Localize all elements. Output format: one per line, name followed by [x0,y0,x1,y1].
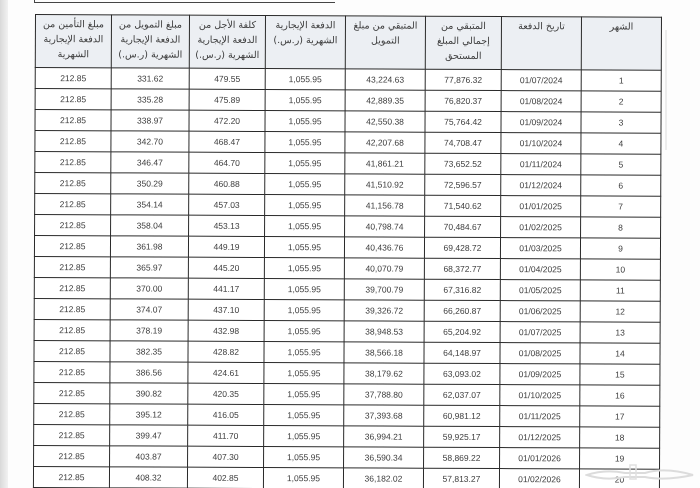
cell-remaining-total: 71,540.62 [425,195,501,216]
cell-deferred-cost: 437.10 [188,299,264,320]
cell-payment-date: 01/05/2025 [500,280,580,301]
cell-monthly-rent: 1,055.95 [265,153,345,174]
cell-month: 4 [581,133,661,154]
header-remaining-total: المتبقي من إجمالي المبلغ المستحق [425,16,501,69]
cell-deferred-cost: 416.05 [188,404,264,425]
cell-monthly-rent: 1,055.95 [265,174,345,195]
cell-insurance-amount: 212.85 [35,89,111,110]
cell-payment-date: 01/01/2026 [500,448,580,469]
header-payment-date: تاريخ الدفعة [501,17,581,70]
header-monthly-rent: الدفعة الإيجارية الشهرية (ر.س.) [265,16,345,69]
cell-payment-date: 01/07/2025 [500,322,580,343]
cell-payment-date: 01/08/2024 [501,91,581,112]
cell-month: 17 [580,406,660,427]
header-deferred-cost: كلفة الأجل من الدفعة الإيجارية الشهرية (ر.س.) [189,15,265,68]
table-row [35,194,661,218]
cell-month: 13 [580,322,660,343]
cell-remaining-total: 65,204.92 [424,321,500,342]
cell-financing-amount: 354.14 [111,194,189,215]
cell-remaining-financing: 37,788.80 [344,384,424,405]
cell-month: 20 [579,469,659,488]
cell-insurance-amount: 212.85 [34,319,110,340]
cell-remaining-total: 60,981.12 [424,405,500,426]
table-row [35,89,661,113]
table-row [34,403,660,427]
cell-payment-date: 01/02/2026 [499,469,579,488]
cell-remaining-total: 64,148.97 [424,342,500,363]
cell-financing-amount: 370.00 [110,278,188,299]
scan-edge-shadow [0,0,8,488]
cell-remaining-total: 68,372.77 [424,258,500,279]
cell-monthly-rent: 1,055.95 [265,216,345,237]
cell-financing-amount: 408.32 [109,467,187,488]
cell-insurance-amount: 212.85 [34,340,110,361]
cell-deferred-cost: 475.89 [189,89,265,110]
cell-remaining-total: 62,037.07 [424,384,500,405]
table-row [35,68,661,92]
table-row [35,110,661,134]
cell-month: 12 [580,301,660,322]
cell-remaining-financing: 39,326.72 [344,300,424,321]
cell-insurance-amount: 212.85 [34,256,110,277]
cell-financing-amount: 395.12 [110,404,188,425]
cell-remaining-financing: 42,207.68 [345,132,425,153]
cell-payment-date: 01/07/2024 [501,70,581,91]
cell-deferred-cost: 445.20 [188,257,264,278]
cell-remaining-financing: 38,179.62 [344,363,424,384]
cell-monthly-rent: 1,055.95 [264,258,344,279]
cell-payment-date: 01/01/2025 [501,196,581,217]
cell-financing-amount: 358.04 [111,215,189,236]
table-row [34,298,660,322]
cell-month: 7 [581,196,661,217]
cell-deferred-cost: 457.03 [189,194,265,215]
cell-month: 11 [580,280,660,301]
cell-month: 6 [581,175,661,196]
cell-insurance-amount: 212.85 [35,194,111,215]
cell-insurance-amount: 212.85 [34,403,110,424]
scan-artifact-line [665,30,667,150]
cell-payment-date: 01/04/2025 [500,259,580,280]
cell-remaining-total: 75,764.42 [425,111,501,132]
cell-monthly-rent: 1,055.95 [264,447,344,468]
cell-financing-amount: 374.07 [110,299,188,320]
header-remaining-financing: المتبقي من مبلغ التمويل [345,16,425,69]
table-row [35,152,661,176]
cell-payment-date: 01/09/2024 [501,112,581,133]
cell-financing-amount: 403.87 [110,446,188,467]
cell-remaining-financing: 41,510.92 [345,174,425,195]
cell-monthly-rent: 1,055.95 [265,132,345,153]
cell-remaining-financing: 43,224.63 [345,69,425,90]
cell-deferred-cost: 479.55 [189,68,265,89]
cell-deferred-cost: 420.35 [188,383,264,404]
table-row [34,256,660,280]
cell-remaining-financing: 42,550.38 [345,111,425,132]
cell-monthly-rent: 1,055.95 [264,342,344,363]
cell-financing-amount: 331.62 [111,68,189,89]
cell-payment-date: 01/11/2025 [500,406,580,427]
cell-deferred-cost: 402.85 [187,467,263,488]
table-row [35,215,661,239]
cell-financing-amount: 338.97 [111,110,189,131]
cell-remaining-financing: 41,861.21 [345,153,425,174]
table-row [34,361,660,385]
cell-month: 2 [581,91,661,112]
cell-remaining-financing: 36,182.02 [343,468,423,488]
cell-payment-date: 01/02/2025 [501,217,581,238]
cell-payment-date: 01/12/2024 [501,175,581,196]
cell-remaining-total: 59,925.17 [424,426,500,447]
cell-insurance-amount: 212.85 [35,152,111,173]
table-row [34,236,660,260]
cell-remaining-financing: 38,948.53 [344,321,424,342]
cell-insurance-amount: 212.85 [34,236,110,257]
cell-financing-amount: 386.56 [110,362,188,383]
cell-financing-amount: 378.19 [110,320,188,341]
cell-remaining-financing: 36,994.21 [344,426,424,447]
cell-deferred-cost: 407.30 [188,446,264,467]
cell-remaining-total: 76,820.37 [425,90,501,111]
cell-payment-date: 01/10/2025 [500,385,580,406]
cell-monthly-rent: 1,055.95 [264,384,344,405]
cell-remaining-total: 67,316.82 [424,279,500,300]
cell-deferred-cost: 432.98 [188,320,264,341]
cell-payment-date: 01/09/2025 [500,364,580,385]
cell-monthly-rent: 1,055.95 [263,468,343,488]
table-body [33,68,661,488]
cell-payment-date: 01/03/2025 [500,238,580,259]
table-row [34,319,660,343]
cell-deferred-cost: 472.20 [189,110,265,131]
payment-schedule-table [33,14,662,488]
cell-insurance-amount: 212.85 [34,445,110,466]
cell-deferred-cost: 460.88 [189,173,265,194]
cell-month: 14 [580,343,660,364]
table-row [34,382,660,406]
cell-monthly-rent: 1,055.95 [264,426,344,447]
cell-remaining-financing: 41,156.78 [345,195,425,216]
table-row [33,466,659,488]
cell-monthly-rent: 1,055.95 [264,405,344,426]
cell-deferred-cost: 453.13 [189,215,265,236]
cell-remaining-financing: 40,798.74 [345,216,425,237]
table-row [35,173,661,197]
cell-payment-date: 01/11/2024 [501,154,581,175]
cell-insurance-amount: 212.85 [34,277,110,298]
cell-month: 18 [580,427,660,448]
cell-month: 3 [581,112,661,133]
cell-financing-amount: 350.29 [111,173,189,194]
cell-remaining-total: 73,652.52 [425,153,501,174]
header-month: الشهر [581,17,661,70]
cell-monthly-rent: 1,055.95 [264,363,344,384]
table-row [35,131,661,155]
cell-insurance-amount: 212.85 [35,131,111,152]
cell-payment-date: 01/12/2025 [500,427,580,448]
cell-financing-amount: 365.97 [110,257,188,278]
cell-monthly-rent: 1,055.95 [264,279,344,300]
cell-month: 9 [580,238,660,259]
cell-remaining-financing: 40,070.79 [344,258,424,279]
cell-insurance-amount: 212.85 [34,382,110,403]
cell-insurance-amount: 212.85 [35,68,111,89]
cell-financing-amount: 346.47 [111,152,189,173]
cell-month: 15 [580,364,660,385]
cell-monthly-rent: 1,055.95 [264,300,344,321]
cell-financing-amount: 361.98 [110,236,188,257]
cell-deferred-cost: 428.82 [188,341,264,362]
cell-remaining-financing: 39,700.79 [344,279,424,300]
cell-remaining-total: 63,093.02 [424,363,500,384]
cell-insurance-amount: 212.85 [35,110,111,131]
cell-monthly-rent: 1,055.95 [265,69,345,90]
header-financing-amount: مبلغ التمويل من الدفعة الإيجارية الشهرية (ر.س.) [111,15,189,68]
previous-table-border [34,0,335,3]
cell-deferred-cost: 468.47 [189,131,265,152]
table-row [34,340,660,364]
cell-deferred-cost: 449.19 [188,236,264,257]
cell-month: 8 [581,217,661,238]
cell-deferred-cost: 464.70 [189,152,265,173]
cell-remaining-total: 66,260.87 [424,300,500,321]
cell-remaining-total: 57,813.27 [423,468,499,488]
table-row [34,424,660,448]
cell-monthly-rent: 1,055.95 [264,237,344,258]
cell-monthly-rent: 1,055.95 [265,90,345,111]
cell-financing-amount: 390.82 [110,383,188,404]
cell-payment-date: 01/06/2025 [500,301,580,322]
cell-remaining-total: 74,708.47 [425,132,501,153]
cell-month: 1 [581,70,661,91]
cell-remaining-financing: 36,590.34 [344,447,424,468]
cell-deferred-cost: 411.70 [188,425,264,446]
cell-monthly-rent: 1,055.95 [264,321,344,342]
cell-remaining-financing: 38,566.18 [344,342,424,363]
cell-remaining-total: 70,484.67 [425,216,501,237]
cell-payment-date: 01/10/2024 [501,133,581,154]
cell-insurance-amount: 212.85 [35,173,111,194]
cell-month: 5 [581,154,661,175]
cell-payment-date: 01/08/2025 [500,343,580,364]
table-row [34,277,660,301]
cell-remaining-financing: 42,889.35 [345,90,425,111]
cell-remaining-total: 58,869.22 [424,447,500,468]
cell-remaining-total: 72,596.57 [425,174,501,195]
cell-monthly-rent: 1,055.95 [265,111,345,132]
cell-insurance-amount: 212.85 [34,424,110,445]
cell-deferred-cost: 441.17 [188,278,264,299]
cell-insurance-amount: 212.85 [34,298,110,319]
cell-insurance-amount: 212.85 [35,215,111,236]
cell-financing-amount: 399.47 [110,425,188,446]
header-insurance-amount: مبلغ التأمين من الدفعة الإيجارية الشهرية [35,15,111,68]
cell-insurance-amount: 212.85 [34,361,110,382]
cell-deferred-cost: 424.61 [188,362,264,383]
header-row [35,15,661,71]
cell-financing-amount: 342.70 [111,131,189,152]
cell-month: 19 [580,448,660,469]
cell-remaining-total: 69,428.72 [424,237,500,258]
cell-financing-amount: 335.28 [111,89,189,110]
cell-insurance-amount: 212.85 [33,466,109,487]
cell-month: 10 [580,259,660,280]
cell-financing-amount: 382.35 [110,341,188,362]
cell-month: 16 [580,385,660,406]
cell-remaining-total: 77,876.32 [425,69,501,90]
cell-remaining-financing: 37,393.68 [344,405,424,426]
table-row [34,445,660,469]
cell-remaining-financing: 40,436.76 [344,237,424,258]
cell-monthly-rent: 1,055.95 [265,195,345,216]
